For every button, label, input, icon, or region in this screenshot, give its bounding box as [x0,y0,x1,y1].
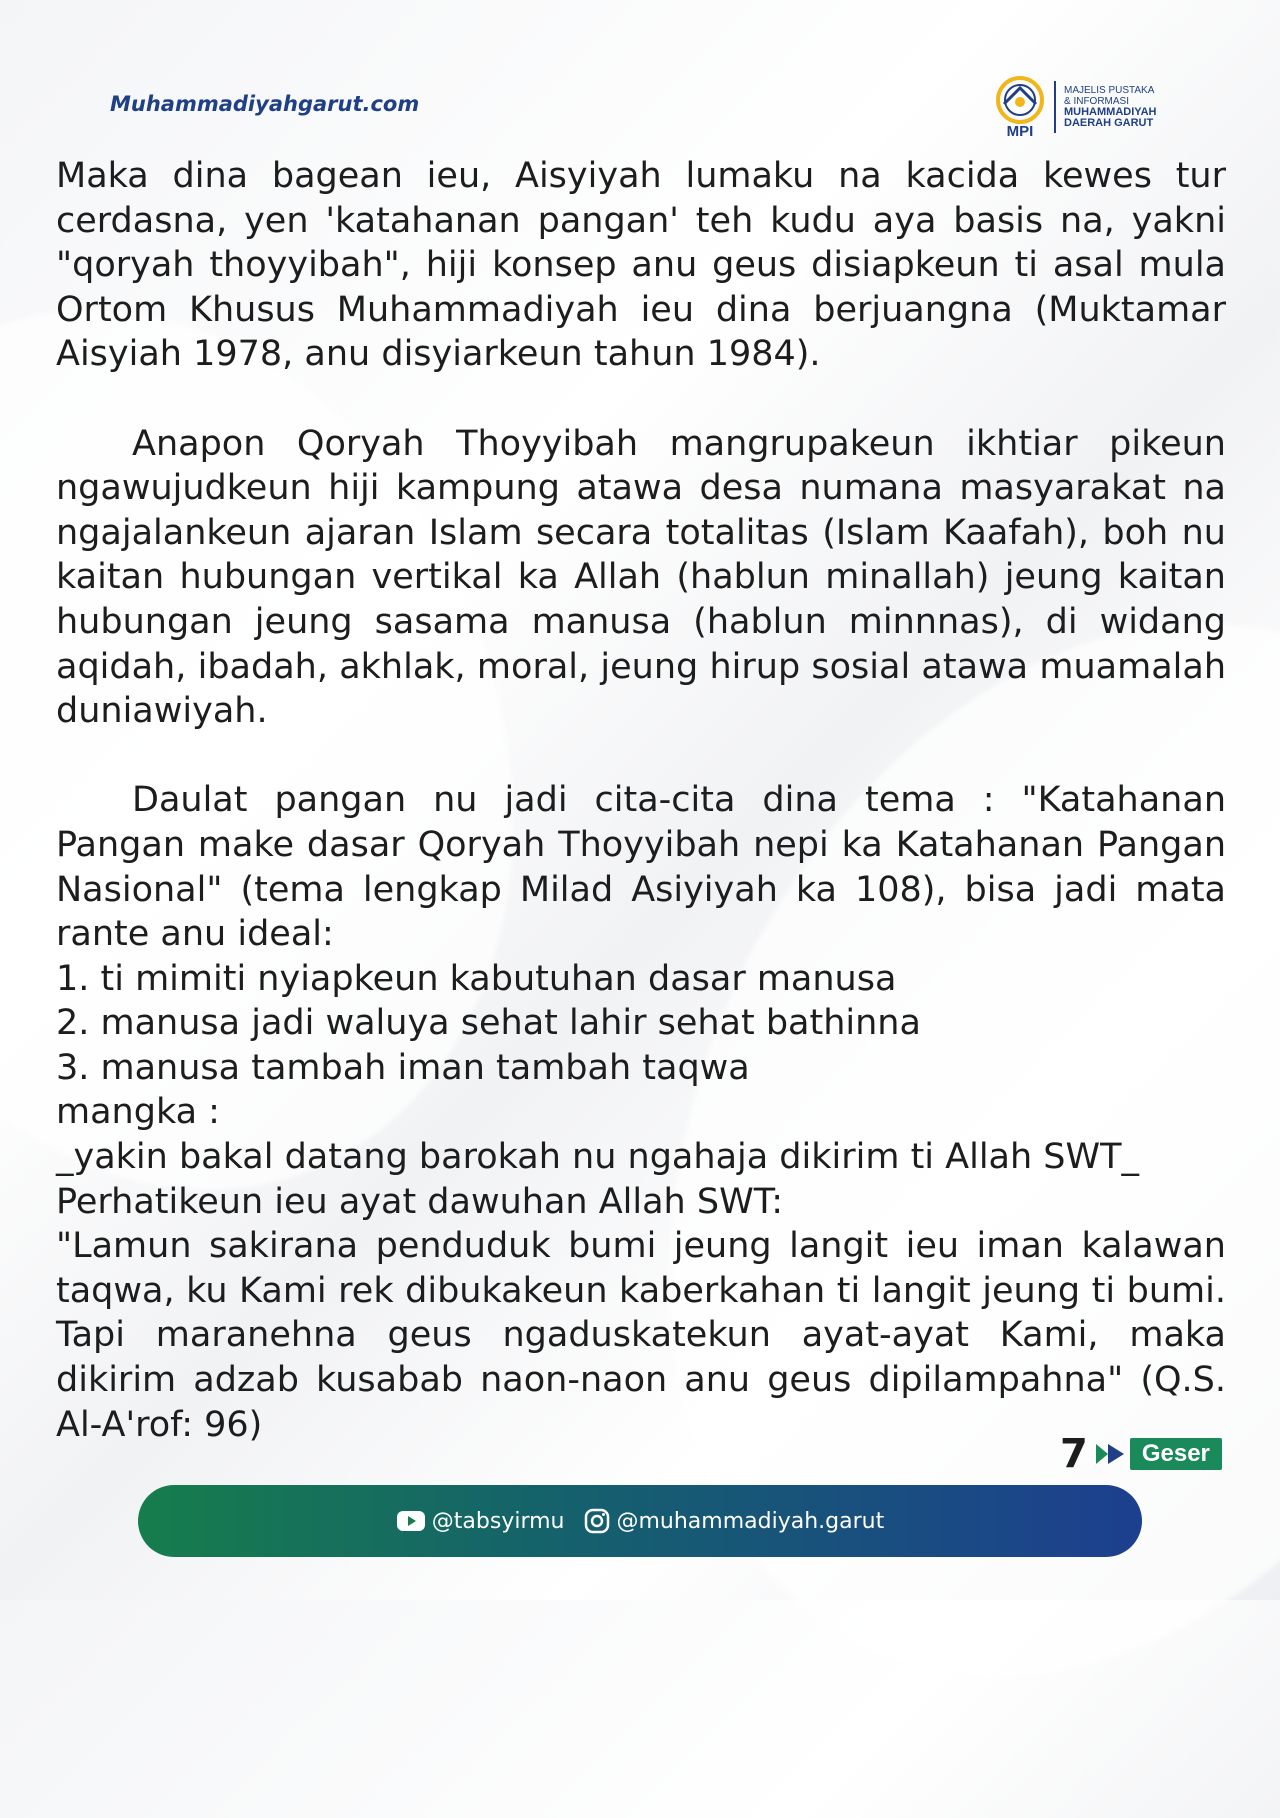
next-slide-button[interactable]: Geser [1130,1438,1222,1470]
logo-line-4: DAERAH GARUT [1064,117,1154,129]
mpi-emblem-icon [990,74,1050,140]
logo-line-1: MAJELIS PUSTAKA [1064,85,1155,96]
paragraph-gap [56,377,1226,422]
logo-line-3: MUHAMMADIYAH [1064,106,1157,118]
list-item: 3. manusa tambah iman tambah taqwa [56,1047,750,1088]
paragraph-gap [56,734,1226,779]
page-navigation [1060,1432,1222,1476]
instagram-handle[interactable]: @muhammadiyah.garut [616,1508,885,1534]
youtube-link[interactable] [396,1509,565,1534]
instagram-icon [584,1508,610,1534]
site-url[interactable]: Muhammadiyahgarut.com [110,92,420,116]
page-number: 7 [1060,1431,1088,1477]
paragraph-1: Maka dina bagean ieu, Aisyiyah lumaku na kacida kewes tur cerdasna, yen 'katahanan pangan' teh kudu aya basis na, yakni "qoryah thoyyibah", hiji konsep anu geus disiapkeun ti asal mula Ortom Khusus Muhammadiyah ieu dina berjuangna (Muktamar Aisyiah 1978, anu disyiarkeun tahun 1984). [56,156,1226,375]
article-body [56,154,1226,1447]
instagram-link[interactable] [584,1508,884,1534]
youtube-icon [396,1510,426,1532]
quran-quote: "Lamun sakirana penduduk bumi jeung langit ieu iman kalawan taqwa, ku Kami rek dibukakeun kaberkahan ti langit jeung ti bumi. Tapi maranehna geus ngaduskatekun ayat-ayat Kami, maka dikirim adzab kusabab naon-naon anu geus dipilampahna" (Q.S. Al-A'rof: 96) [56,1226,1226,1445]
mpi-logo [990,72,1190,142]
logo-text [1064,85,1156,129]
svg-text:MPI: MPI [1006,123,1034,140]
list-item: 2. manusa jadi waluya sehat lahir sehat bathinna [56,1003,921,1044]
youtube-handle[interactable]: @tabsyirmu [431,1508,565,1534]
footer-social-bar [138,1485,1142,1557]
mangka-line: mangka : [56,1092,220,1133]
list-item: 1. ti mimiti nyiapkeun kabutuhan dasar manusa [56,958,897,999]
perhatikeun-line: Perhatikeun ieu ayat dawuhan Allah SWT: [56,1181,784,1222]
yakin-line: _yakin bakal datang barokah nu ngahaja dikirim ti Allah SWT_ [56,1137,1140,1178]
logo-divider [1054,81,1056,133]
paragraph-3: Daulat pangan nu jadi cita-cita dina tema : "Katahanan Pangan make dasar Qoryah Thoyyibah nepi ka Katahanan Pangan Nasional" (tema lengkap Milad Asiyiyah ka 108), bisa jadi mata rante anu ideal: [56,780,1226,955]
paragraph-2: Anapon Qoryah Thoyyibah mangrupakeun ikhtiar pikeun ngawujudkeun hiji kampung atawa desa numana masyarakat na ngajalankeun ajaran Islam secara totalitas (Islam Kaafah), boh nu kaitan hubungan vertikal ka Allah (hablun minallah) jeung kaitan hubungan jeung sasama manusa (hablun minnnas), di widang aqidah, ibadah, akhlak, moral, jeung hirup sosial atawa muamalah duniawiyah. [56,423,1226,732]
double-arrow-icon [1094,1441,1128,1467]
logo-line-2: & INFORMASI [1064,96,1130,107]
